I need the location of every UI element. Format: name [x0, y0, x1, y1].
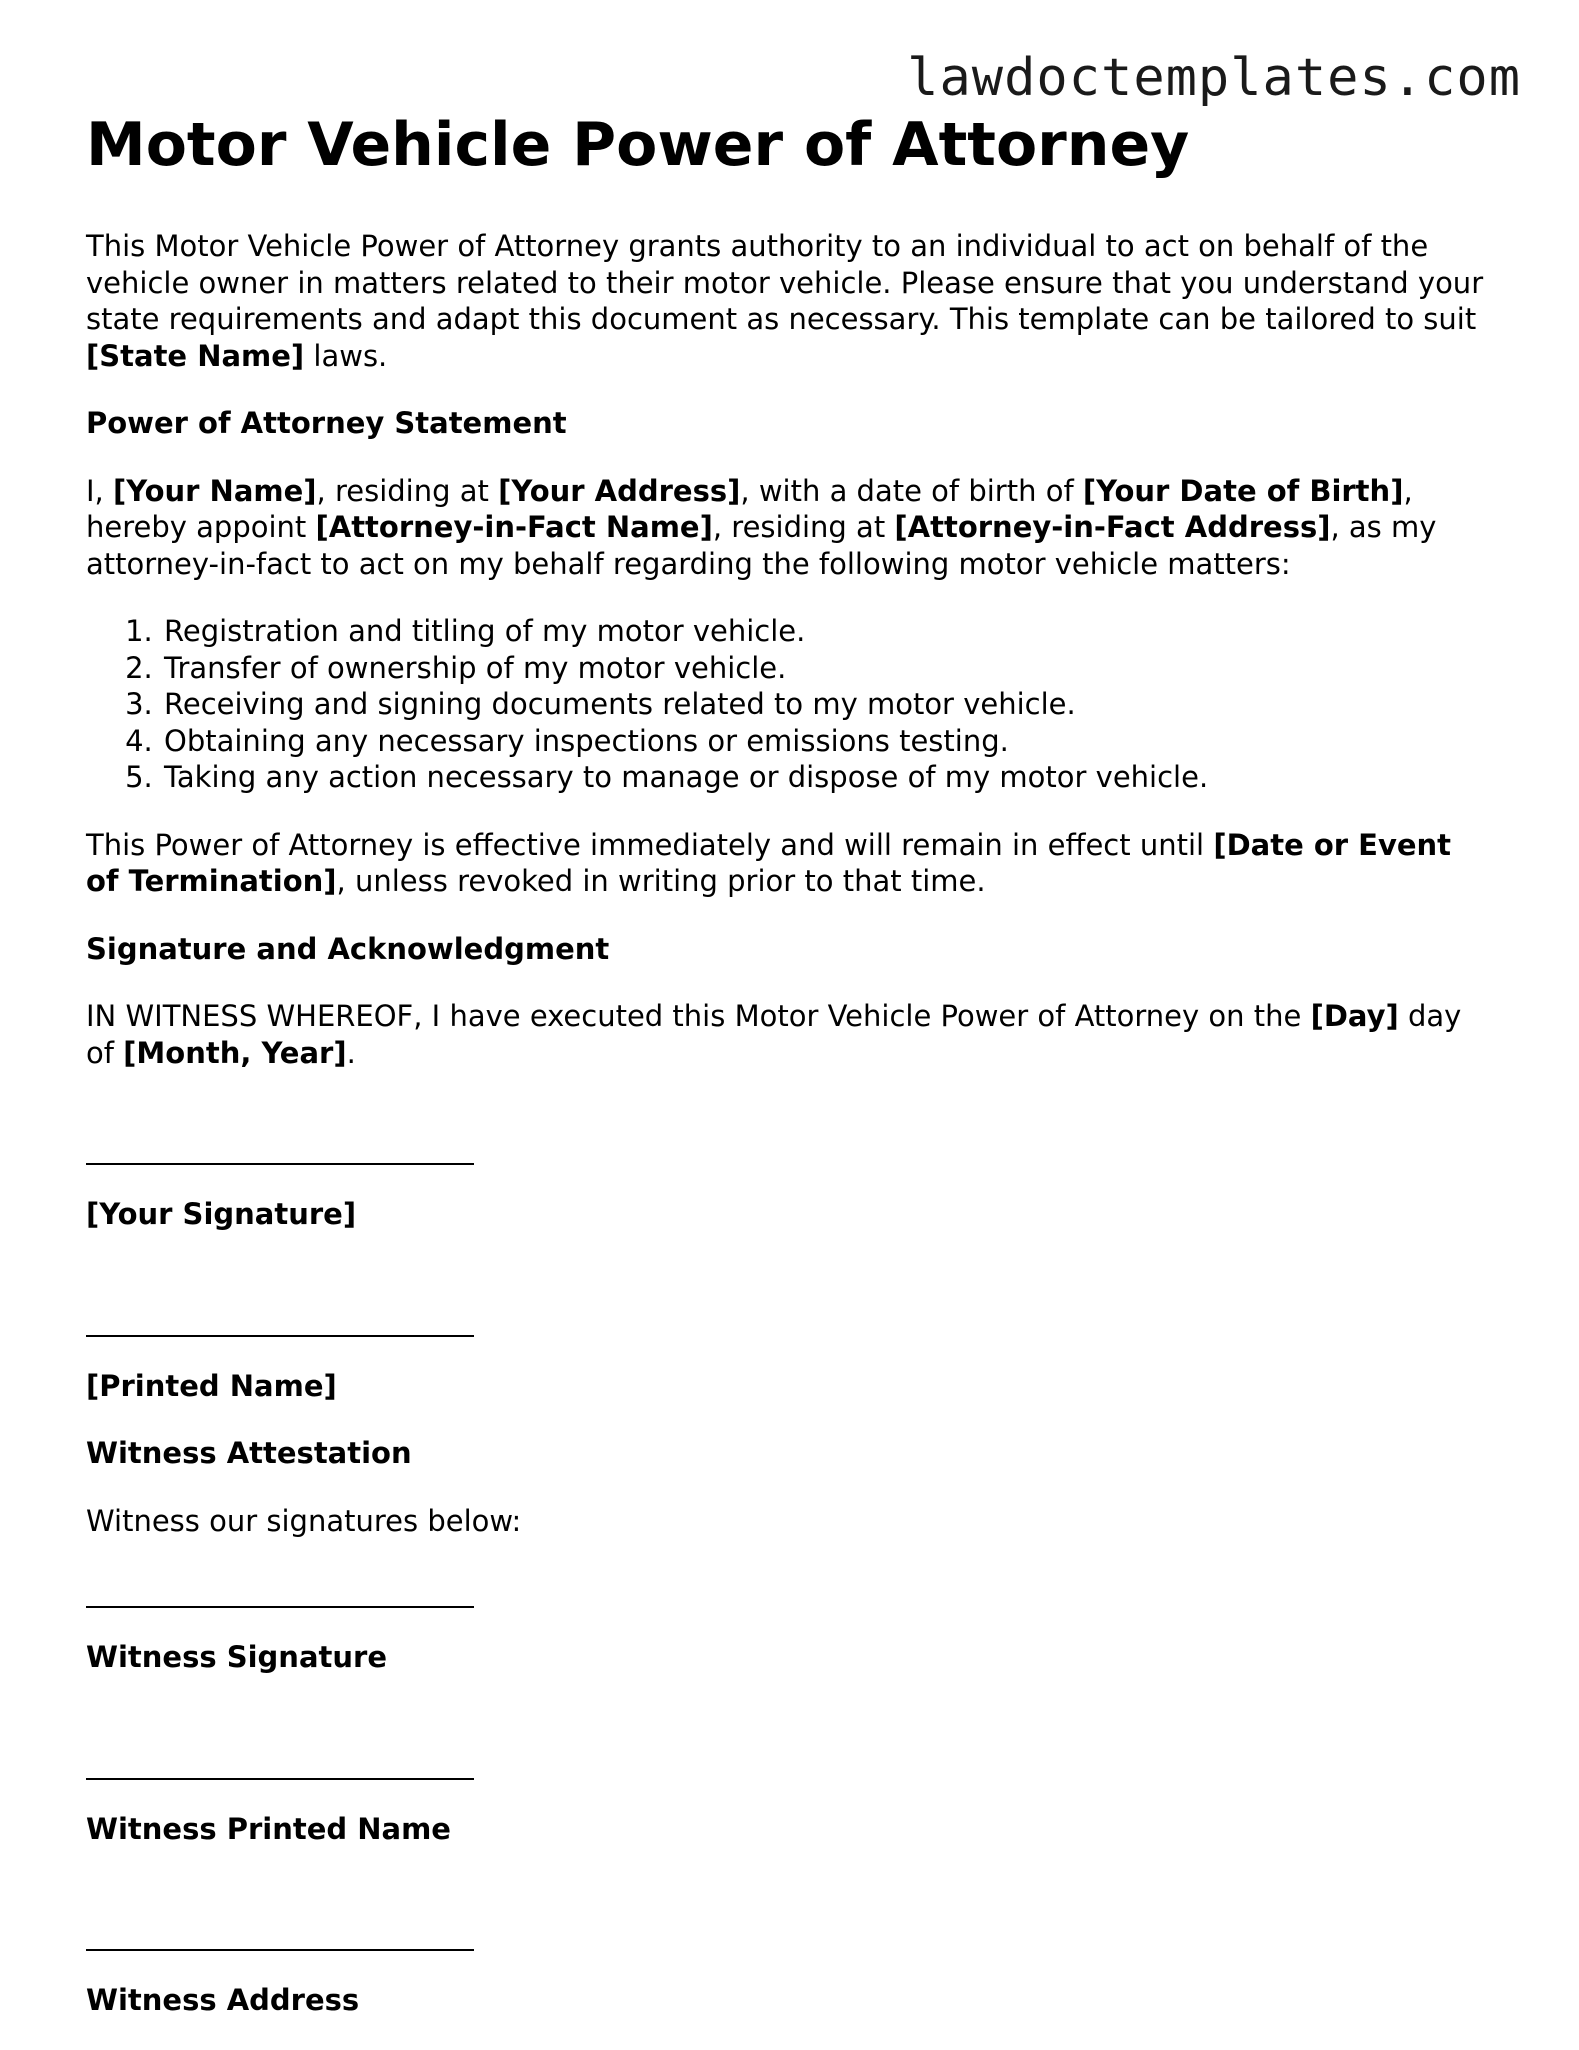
document-body	[86, 228, 1486, 2050]
day-placeholder: [Day]	[1310, 999, 1399, 1033]
statement-text: , residing at	[316, 473, 499, 508]
witness-whereof-paragraph	[86, 998, 1486, 1071]
witness-intro: Witness our signatures below:	[86, 1503, 522, 1538]
whereof-text: IN WITNESS WHEREOF, I have executed this Motor Vehicle Power of Attorney on the	[86, 999, 1311, 1033]
statement-heading: Power of Attorney Statement	[86, 406, 567, 440]
witness-address-label: Witness Address	[86, 1983, 360, 2017]
witness-printed-name-line	[86, 1742, 474, 1780]
intro-paragraph	[86, 228, 1486, 374]
statement-text: , with a date of birth of	[740, 473, 1083, 508]
printed-name-label: [Printed Name]	[86, 1368, 337, 1403]
your-dob-placeholder: [Your Date of Birth]	[1082, 473, 1404, 508]
intro-text-2: laws.	[304, 338, 388, 373]
whereof-text: day of	[86, 999, 1462, 1070]
witness-signature-line	[86, 1570, 474, 1608]
your-address-placeholder: [Your Address]	[498, 473, 741, 508]
list-item: 2. Transfer of ownership of my motor vehicle.	[162, 650, 1486, 687]
aif-address-placeholder: [Attorney-in-Fact Address]	[894, 510, 1331, 544]
whereof-text: .	[346, 1035, 356, 1070]
witness-heading: Witness Attestation	[86, 1436, 412, 1470]
authority-list	[86, 613, 1486, 796]
witness-printed-name-label: Witness Printed Name	[86, 1811, 451, 1846]
document-title: Motor Vehicle Power of Attorney	[86, 110, 1190, 180]
witness-address-line	[86, 1913, 474, 1951]
month-year-placeholder: [Month, Year]	[123, 1035, 347, 1070]
list-item: 3. Receiving and signing documents related to my motor vehicle.	[162, 686, 1486, 723]
statement-text: , residing at	[712, 510, 895, 544]
statement-text: , as my attorney-in-fact to act on my behalf regarding the following motor vehicle matters:	[86, 510, 1437, 581]
effective-paragraph	[86, 827, 1486, 900]
list-item: 1. Registration and titling of my motor vehicle.	[162, 613, 1486, 650]
statement-paragraph	[86, 473, 1486, 583]
statement-text: I,	[86, 473, 113, 508]
your-name-placeholder: [Your Name]	[113, 473, 317, 508]
signature-heading: Signature and Acknowledgment	[86, 931, 610, 966]
effective-text: , unless revoked in writing prior to that time.	[336, 864, 986, 898]
termination-placeholder: [Date or Event of Termination]	[86, 827, 1452, 898]
your-signature-line	[86, 1127, 474, 1165]
state-name-placeholder: [State Name]	[86, 338, 305, 373]
effective-text: This Power of Attorney is effective immediately and will remain in effect until	[86, 827, 1214, 862]
statement-text: , hereby appoint	[86, 473, 1413, 544]
list-item: 5. Taking any action necessary to manage or dispose of my motor vehicle.	[162, 759, 1486, 796]
site-watermark: lawdoctemplates.com	[907, 48, 1521, 108]
intro-text-1: This Motor Vehicle Power of Attorney grants authority to an individual to act on behalf of the vehicle owner in matters related to their motor vehicle. Please ensure that you understand your state requirements and adapt this document as necessary. This template can be tailored to suit	[86, 229, 1484, 336]
list-item: 4. Obtaining any necessary inspections or emissions testing.	[162, 723, 1486, 760]
printed-name-line	[86, 1299, 474, 1337]
your-signature-label: [Your Signature]	[86, 1197, 357, 1231]
aif-name-placeholder: [Attorney-in-Fact Name]	[315, 510, 713, 544]
witness-signature-label: Witness Signature	[86, 1640, 388, 1674]
